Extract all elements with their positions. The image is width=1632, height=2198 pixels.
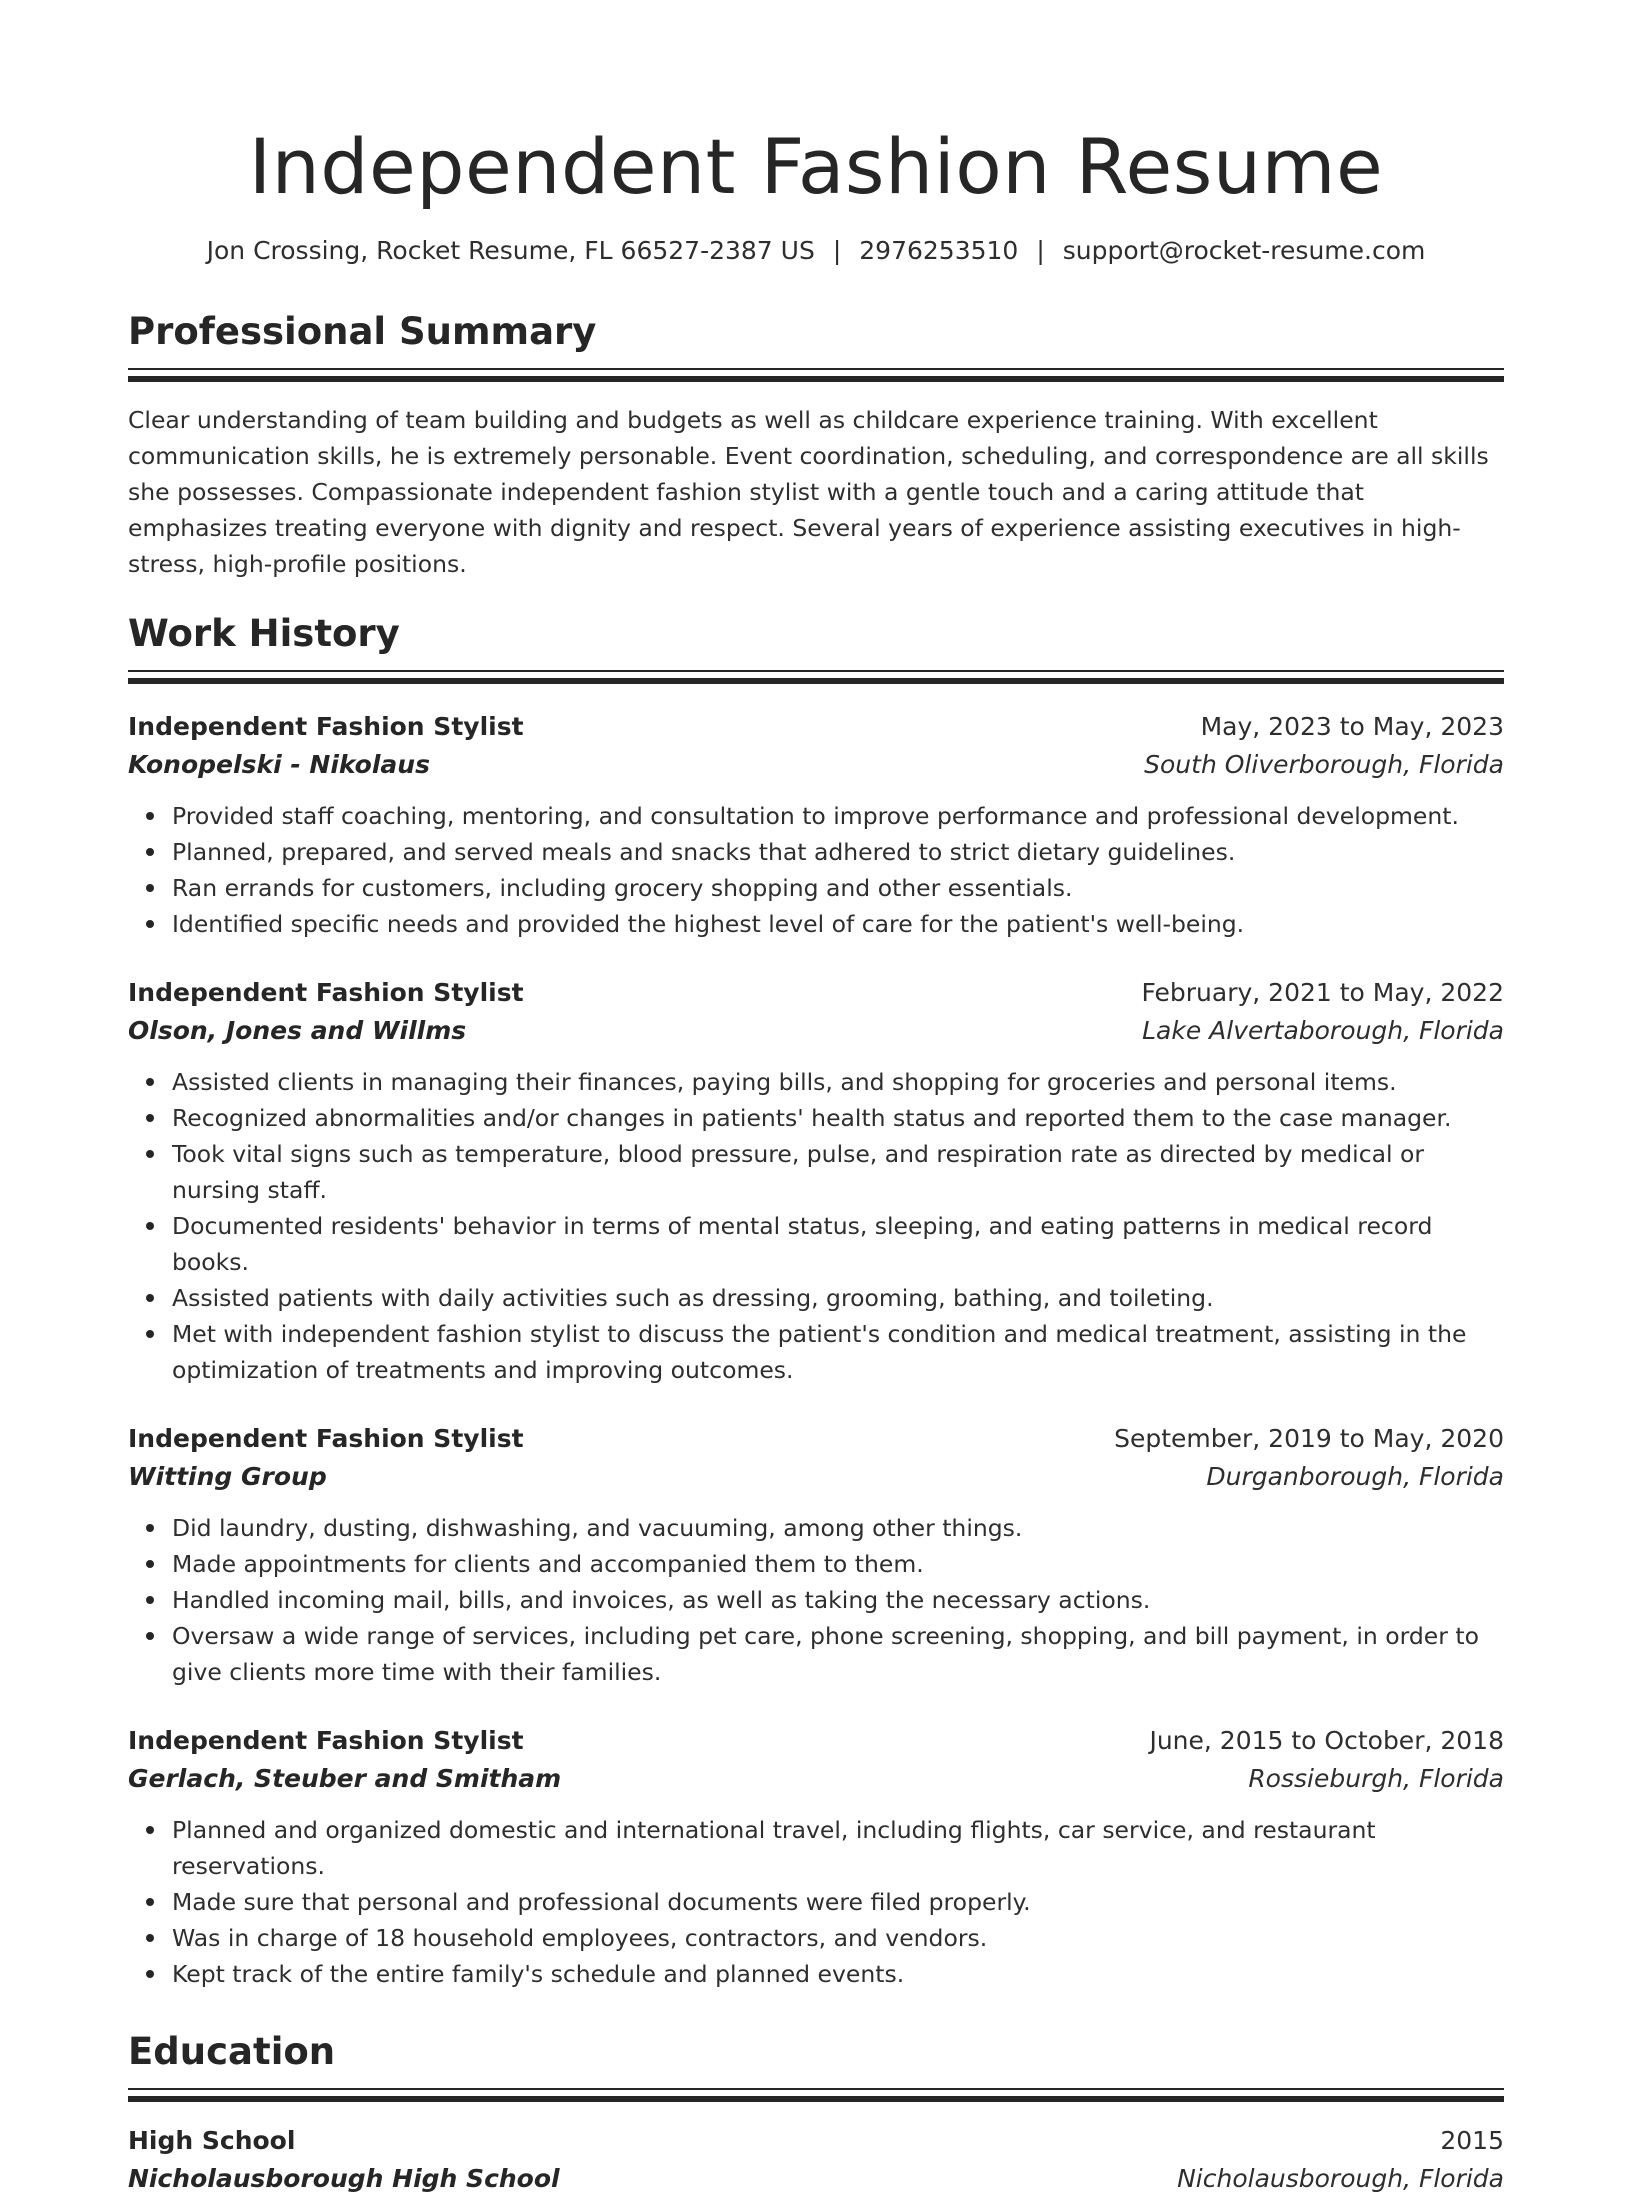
job-location: Rossieburgh, Florida [1248, 1764, 1504, 1793]
summary-text: Clear understanding of team building and budgets as well as childcare experience training. With excellent communication skills, he is extremely personable. Event coordination, scheduling, and correspondence are all skills she possesses. Compassionate independent fashion stylist with a gentle touch and a caring attitude that emphasizes treating everyone with dignity and respect. Several years of experience assisting executives in high-stress, high-profile positions. [128, 406, 1489, 578]
section-divider [128, 2096, 1504, 2102]
job-entry [128, 1722, 1504, 1992]
job-bullet: Identified specific needs and provided the highest level of care for the patient's well-being. [172, 906, 1504, 942]
section-divider [128, 376, 1504, 382]
contact-separator: | [1036, 236, 1045, 265]
job-bullet: Planned and organized domestic and international travel, including flights, car service, and restaurant reservations. [172, 1812, 1504, 1884]
job-company: Konopelski - Nikolaus [128, 750, 430, 779]
professional-summary-section [128, 310, 1504, 582]
job-title: Independent Fashion Stylist [128, 1424, 524, 1453]
resume-page [128, 0, 1504, 2198]
job-title: Independent Fashion Stylist [128, 712, 524, 741]
job-bullet: Took vital signs such as temperature, blood pressure, pulse, and respiration rate as directed by medical or nursing staff. [172, 1136, 1504, 1208]
job-dates: May, 2023 to May, 2023 [1200, 712, 1504, 741]
contact-email: support@rocket-resume.com [1062, 236, 1426, 265]
job-entry [128, 1420, 1504, 1690]
section-divider [128, 368, 1504, 370]
education-entry [128, 2122, 1504, 2198]
contact-phone: 2976253510 [859, 236, 1019, 265]
job-entry [128, 974, 1504, 1388]
job-company: Olson, Jones and Willms [128, 1016, 467, 1045]
job-bullet: Oversaw a wide range of services, including pet care, phone screening, shopping, and bill payment, in order to give clients more time with their families. [172, 1618, 1504, 1690]
job-entry [128, 708, 1504, 942]
section-divider [128, 670, 1504, 672]
job-bullet: Documented residents' behavior in terms of mental status, sleeping, and eating patterns in medical record books. [172, 1208, 1504, 1280]
contact-line [128, 234, 1504, 268]
education-year: 2015 [1440, 2126, 1504, 2155]
education-school: Nicholausborough High School [128, 2164, 560, 2193]
job-location: Lake Alvertaborough, Florida [1142, 1016, 1504, 1045]
job-bullet: Was in charge of 18 household employees, contractors, and vendors. [172, 1920, 1504, 1956]
job-bullet: Planned, prepared, and served meals and snacks that adhered to strict dietary guidelines. [172, 834, 1504, 870]
education-location: Nicholausborough, Florida [1177, 2164, 1504, 2193]
education-section [128, 2030, 1504, 2198]
job-company: Gerlach, Steuber and Smitham [128, 1764, 562, 1793]
job-bullet: Provided staff coaching, mentoring, and consultation to improve performance and professional development. [172, 798, 1504, 834]
section-heading-education: Education [128, 2030, 336, 2073]
job-bullet: Did laundry, dusting, dishwashing, and vacuuming, among other things. [172, 1510, 1504, 1546]
contact-address: Jon Crossing, Rocket Resume, FL 66527-2387 US [206, 236, 815, 265]
job-bullet: Kept track of the entire family's schedule and planned events. [172, 1956, 1504, 1992]
job-title: Independent Fashion Stylist [128, 1726, 524, 1755]
job-bullet: Made appointments for clients and accompanied them to them. [172, 1546, 1504, 1582]
education-degree: High School [128, 2126, 296, 2155]
job-location: South Oliverborough, Florida [1144, 750, 1504, 779]
job-bullets [128, 1812, 1504, 1992]
job-dates: September, 2019 to May, 2020 [1114, 1424, 1504, 1453]
work-history-section [128, 612, 1504, 1992]
section-divider [128, 678, 1504, 684]
job-bullets [128, 798, 1504, 942]
job-location: Durganborough, Florida [1206, 1462, 1504, 1491]
job-bullet: Assisted clients in managing their finances, paying bills, and shopping for groceries and personal items. [172, 1064, 1504, 1100]
section-divider [128, 2088, 1504, 2090]
job-bullets [128, 1064, 1504, 1388]
job-bullet: Ran errands for customers, including grocery shopping and other essentials. [172, 870, 1504, 906]
job-bullet: Made sure that personal and professional documents were filed properly. [172, 1884, 1504, 1920]
job-bullets [128, 1510, 1504, 1690]
job-dates: June, 2015 to October, 2018 [1149, 1726, 1504, 1755]
contact-separator: | [832, 236, 842, 265]
job-bullet: Met with independent fashion stylist to discuss the patient's condition and medical treatment, assisting in the optimization of treatments and improving outcomes. [172, 1316, 1504, 1388]
job-bullet: Assisted patients with daily activities such as dressing, grooming, bathing, and toileting. [172, 1280, 1504, 1316]
section-heading-work: Work History [128, 612, 400, 655]
job-company: Witting Group [128, 1462, 327, 1491]
resume-title: Independent Fashion Resume [248, 122, 1384, 211]
job-dates: February, 2021 to May, 2022 [1141, 978, 1504, 1007]
section-heading-summary: Professional Summary [128, 310, 597, 353]
job-bullet: Handled incoming mail, bills, and invoices, as well as taking the necessary actions. [172, 1582, 1504, 1618]
job-bullet: Recognized abnormalities and/or changes in patients' health status and reported them to the case manager. [172, 1100, 1504, 1136]
job-title: Independent Fashion Stylist [128, 978, 524, 1007]
